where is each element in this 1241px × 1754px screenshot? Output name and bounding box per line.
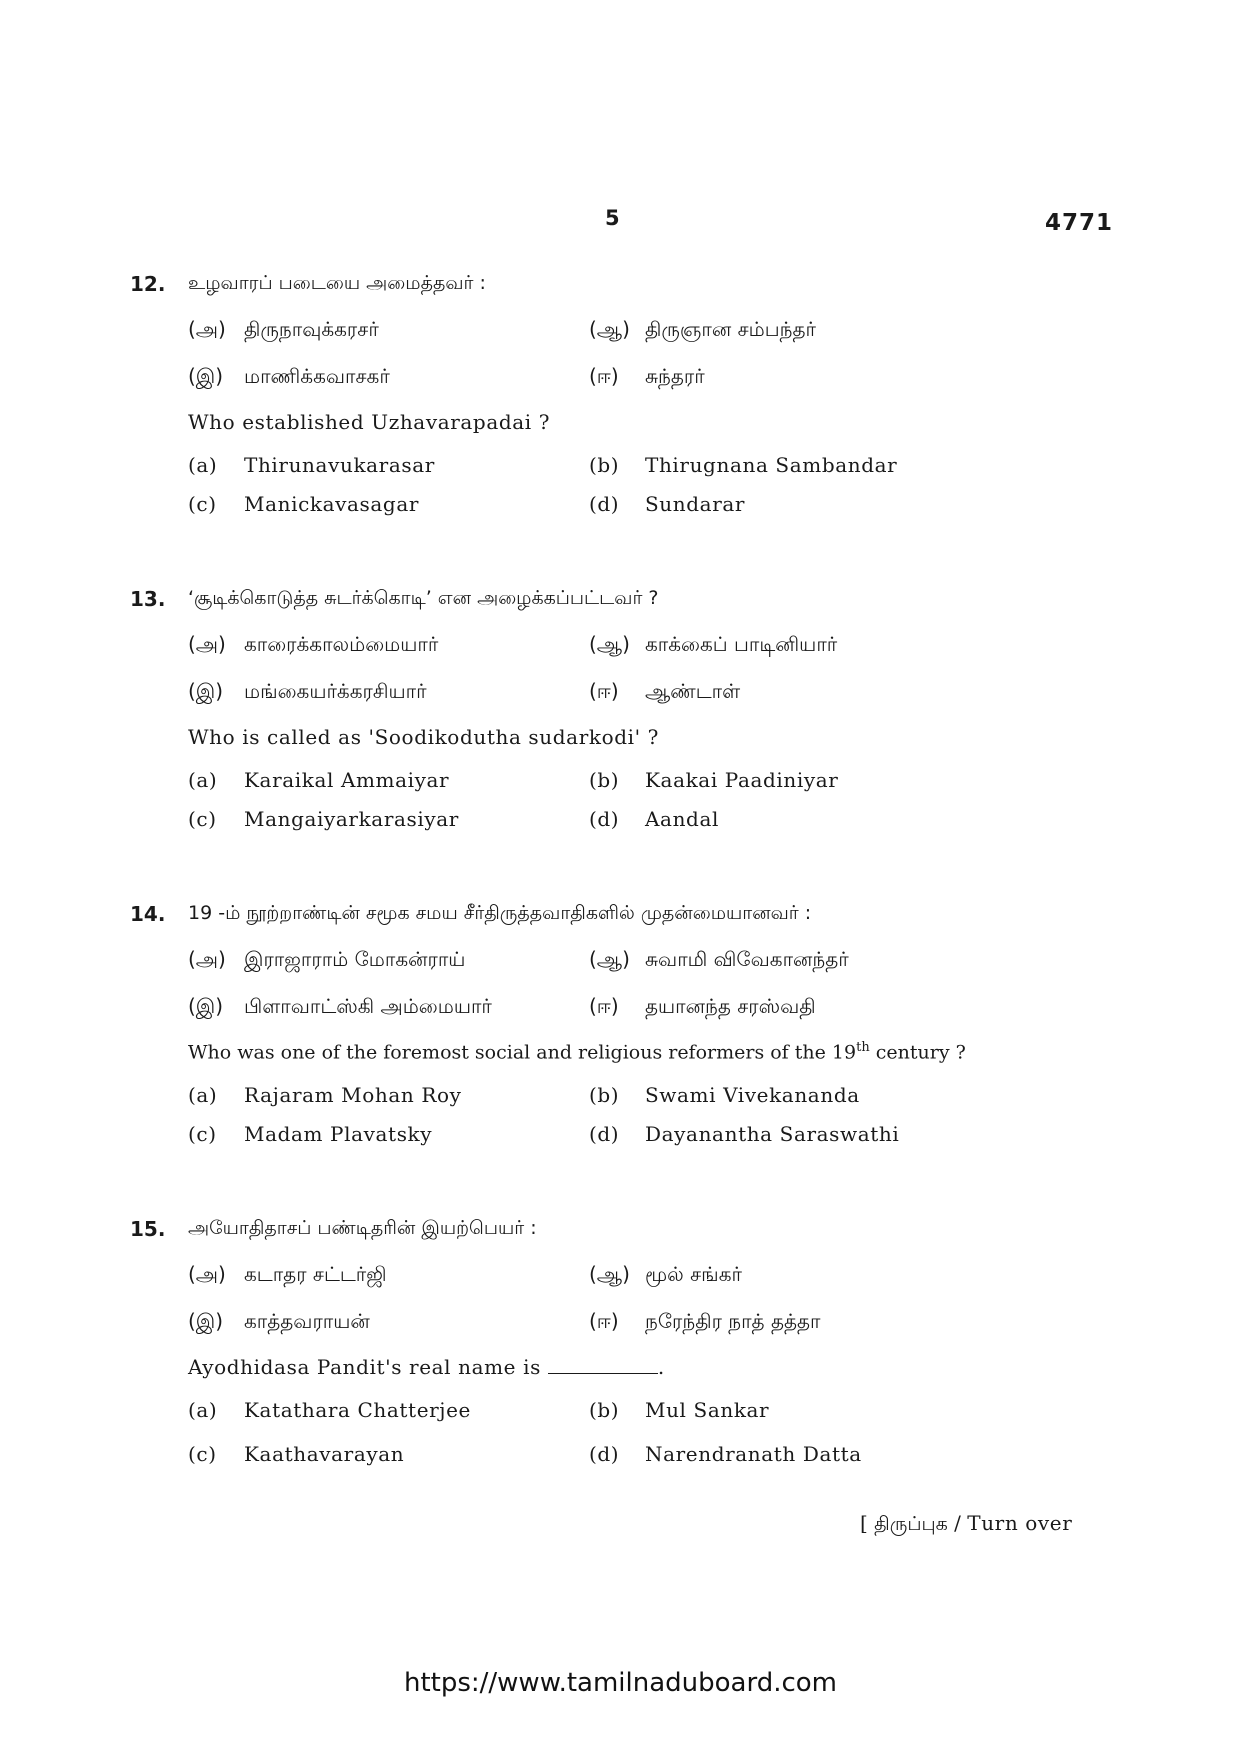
question-14 — [0, 902, 1241, 1146]
english-question: Who is called as 'Soodikodutha sudarkodi' ? — [188, 725, 660, 749]
option-text: Narendranath Datta — [645, 1442, 862, 1466]
tamil-option-c — [188, 1309, 370, 1336]
option-label: (ஈ) — [589, 994, 619, 1018]
option-label: (c) — [188, 1122, 217, 1146]
option-text: Mangaiyarkarasiyar — [244, 807, 459, 831]
option-text: கடாதர சட்டர்ஜி — [244, 1262, 387, 1286]
paper-code: 4771 — [1045, 210, 1114, 236]
english-option-b — [589, 1398, 769, 1422]
option-text: இராஜாராம் மோகன்ராய் — [244, 947, 466, 971]
option-text: திருஞான சம்பந்தர் — [645, 317, 816, 341]
tamil-option-a — [188, 317, 379, 344]
english-option-c — [188, 1122, 432, 1146]
option-label: (இ) — [188, 994, 224, 1018]
tamil-option-d — [589, 679, 740, 706]
turn-over-note — [860, 1511, 1072, 1538]
english-option-c — [188, 492, 419, 516]
option-label: (b) — [589, 1398, 620, 1422]
question-number: 13. — [130, 587, 166, 611]
english-option-b — [589, 768, 838, 792]
question-text-end: century ? — [869, 1041, 966, 1064]
option-text: சுந்தரர் — [645, 364, 705, 388]
option-label: (ஈ) — [589, 364, 619, 388]
option-text: மாணிக்கவாசகர் — [244, 364, 390, 388]
option-label: (அ) — [188, 947, 226, 971]
option-text: Kaakai Paadiniyar — [645, 768, 839, 792]
option-text: Kaathavarayan — [244, 1442, 405, 1466]
english-option-d — [589, 1442, 862, 1466]
option-label: (ஈ) — [589, 679, 619, 703]
option-text: காக்கைப் பாடினியார் — [645, 632, 838, 656]
option-label: (இ) — [188, 364, 224, 388]
tamil-option-d — [589, 994, 816, 1021]
english-option-d — [589, 1122, 899, 1146]
option-text: திருநாவுக்கரசர் — [244, 317, 379, 341]
question-text: Ayodhidasa Pandit's real name is — [188, 1355, 541, 1379]
english-option-d — [589, 807, 719, 831]
tamil-question: 19 -ம் நூற்றாண்டின் சமூக சமய சீர்திருத்தவாதிகளில் முதன்மையானவர் : — [188, 902, 812, 924]
bracket: [ — [860, 1511, 868, 1535]
option-text: Manickavasagar — [244, 492, 420, 516]
option-label: (ஈ) — [589, 1309, 619, 1333]
tamil-option-b — [589, 317, 816, 344]
english-option-a — [188, 1083, 462, 1107]
option-label: (இ) — [188, 1309, 224, 1333]
english-question — [188, 1355, 665, 1379]
option-label: (ஆ) — [589, 947, 630, 971]
option-text: Karaikal Ammaiyar — [244, 768, 450, 792]
option-text: Sundarar — [645, 492, 746, 516]
option-label: (ஆ) — [589, 632, 630, 656]
option-text: தயானந்த சரஸ்வதி — [645, 994, 816, 1018]
tamil-option-a — [188, 632, 438, 659]
tamil-question: உழவாரப் படையை அமைத்தவர் : — [188, 272, 486, 294]
question-13 — [0, 587, 1241, 831]
turn-over-english: Turn over — [967, 1511, 1073, 1535]
english-option-a — [188, 1398, 471, 1422]
option-label: (d) — [589, 1442, 620, 1466]
option-text: Thirugnana Sambandar — [645, 453, 898, 477]
option-label: (a) — [188, 1398, 218, 1422]
option-label: (d) — [589, 1122, 620, 1146]
option-label: (ஆ) — [589, 317, 630, 341]
answer-blank — [548, 1355, 658, 1374]
superscript: th — [856, 1040, 870, 1055]
option-label: (a) — [188, 453, 218, 477]
english-option-c — [188, 807, 459, 831]
english-option-d — [589, 492, 745, 516]
option-label: (c) — [188, 807, 217, 831]
option-text: Thirunavukarasar — [244, 453, 435, 477]
option-text: Swami Vivekananda — [645, 1083, 860, 1107]
english-option-a — [188, 768, 449, 792]
page-number: 5 — [605, 206, 620, 230]
option-text: காத்தவராயன் — [244, 1309, 370, 1333]
option-text: காரைக்காலம்மையார் — [244, 632, 439, 656]
tamil-option-c — [188, 679, 427, 706]
english-option-b — [589, 1083, 860, 1107]
option-label: (d) — [589, 807, 620, 831]
option-text: பிளாவாட்ஸ்கி அம்மையார் — [244, 994, 492, 1018]
tamil-question: அயோதிதாசப் பண்டிதரின் இயற்பெயர் : — [188, 1217, 537, 1239]
english-question — [188, 1040, 966, 1063]
option-text: Mul Sankar — [645, 1398, 770, 1422]
option-text: Madam Plavatsky — [244, 1122, 433, 1146]
option-text: மங்கையர்க்கரசியார் — [244, 679, 427, 703]
question-text-end: . — [657, 1355, 665, 1379]
question-number: 15. — [130, 1217, 166, 1241]
option-label: (அ) — [188, 1262, 226, 1286]
tamil-option-a — [188, 1262, 387, 1289]
tamil-option-c — [188, 994, 492, 1021]
option-label: (ஆ) — [589, 1262, 630, 1286]
option-label: (b) — [589, 453, 620, 477]
option-label: (அ) — [188, 632, 226, 656]
english-question: Who established Uzhavarapadai ? — [188, 410, 551, 434]
separator: / — [954, 1511, 961, 1535]
tamil-option-d — [589, 1309, 820, 1336]
option-label: (c) — [188, 1442, 217, 1466]
option-label: (இ) — [188, 679, 224, 703]
turn-over-tamil: திருப்புக — [874, 1513, 948, 1535]
english-option-c — [188, 1442, 404, 1466]
option-text: சுவாமி விவேகானந்தர் — [645, 947, 849, 971]
option-label: (c) — [188, 492, 217, 516]
option-text: ஆண்டாள் — [645, 679, 741, 703]
tamil-option-b — [589, 632, 837, 659]
tamil-option-b — [589, 1262, 742, 1289]
option-text: Dayanantha Saraswathi — [645, 1122, 900, 1146]
tamil-option-c — [188, 364, 390, 391]
english-option-b — [589, 453, 897, 477]
english-option-a — [188, 453, 435, 477]
question-15 — [0, 1217, 1241, 1466]
question-number: 14. — [130, 902, 166, 926]
option-text: Aandal — [645, 807, 719, 831]
question-text: Who was one of the foremost social and religious reformers of the 19 — [188, 1041, 857, 1064]
option-label: (b) — [589, 1083, 620, 1107]
option-label: (a) — [188, 1083, 218, 1107]
option-label: (b) — [589, 768, 620, 792]
tamil-option-a — [188, 947, 465, 974]
option-label: (அ) — [188, 317, 226, 341]
tamil-option-b — [589, 947, 849, 974]
option-text: மூல் சங்கர் — [645, 1262, 742, 1286]
option-label: (d) — [589, 492, 620, 516]
tamil-question: ‘சூடிக்கொடுத்த சுடர்க்கொடி’ என அழைக்கப்பட்டவர் ? — [188, 587, 659, 609]
question-number: 12. — [130, 272, 166, 296]
website-url: https://www.tamilnaduboard.com — [403, 1668, 838, 1698]
option-text: Rajaram Mohan Roy — [244, 1083, 462, 1107]
question-12 — [0, 272, 1241, 516]
option-text: நரேந்திர நாத் தத்தா — [645, 1309, 821, 1333]
option-label: (a) — [188, 768, 218, 792]
tamil-option-d — [589, 364, 705, 391]
option-text: Katathara Chatterjee — [244, 1398, 471, 1422]
